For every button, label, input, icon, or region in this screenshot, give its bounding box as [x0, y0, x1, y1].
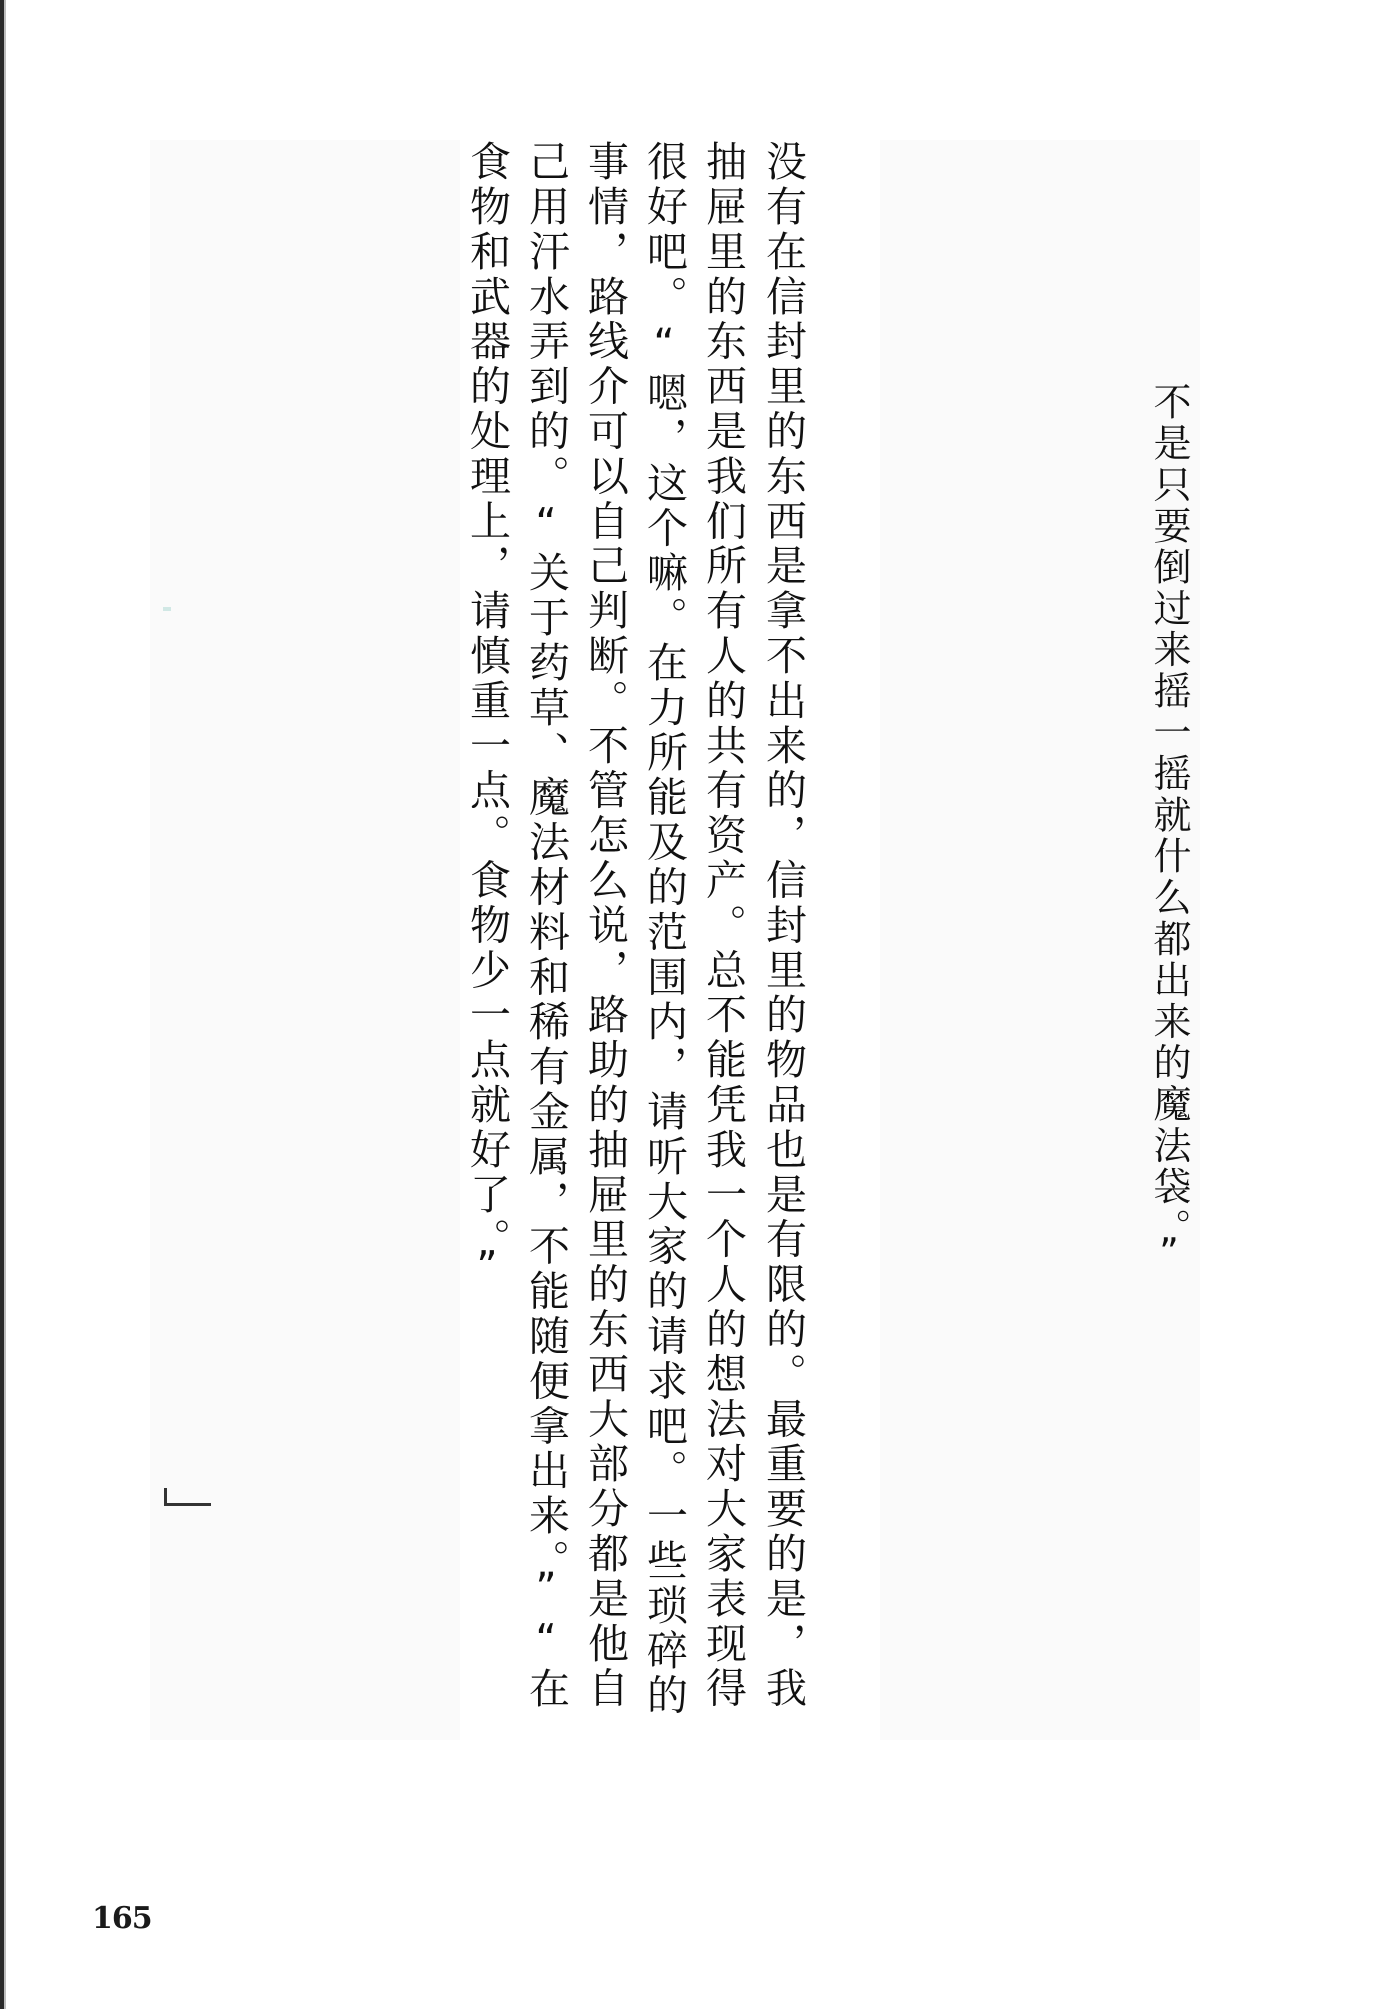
- page-number: 165: [92, 1901, 152, 1936]
- body-column-5: 己用汗水弄到的。“关于药草、魔法材料和稀有金属，不能随便拿出来。”“在: [522, 140, 570, 1712]
- chapter-heading-column: 不是只要倒过来摇一摇就什么都出来的魔法袋。”: [1147, 382, 1191, 1278]
- body-column-6: 食物和武器的处理上，请慎重一点。食物少一点就好了。”: [463, 140, 511, 1294]
- scan-speck: [163, 607, 171, 611]
- body-column-4: 事情，路线介可以自己判断。不管怎么说，路助的抽屉里的东西大部分都是他自: [581, 140, 629, 1712]
- body-column-1: 没有在信封里的东西是拿不出来的，信封里的物品也是有限的。最重要的是，我: [759, 140, 807, 1712]
- body-column-2: 抽屉里的东西是我们所有人的共有资产。总不能凭我一个人的想法对大家表现得: [699, 140, 747, 1712]
- corner-bracket-mark: [164, 1488, 211, 1506]
- page-left-edge-gap: [4, 0, 6, 2009]
- body-column-3: 很好吧。“嗯，这个嘛。在力所能及的范围内，请听大家的请求吧。一些琐碎的: [640, 140, 688, 1719]
